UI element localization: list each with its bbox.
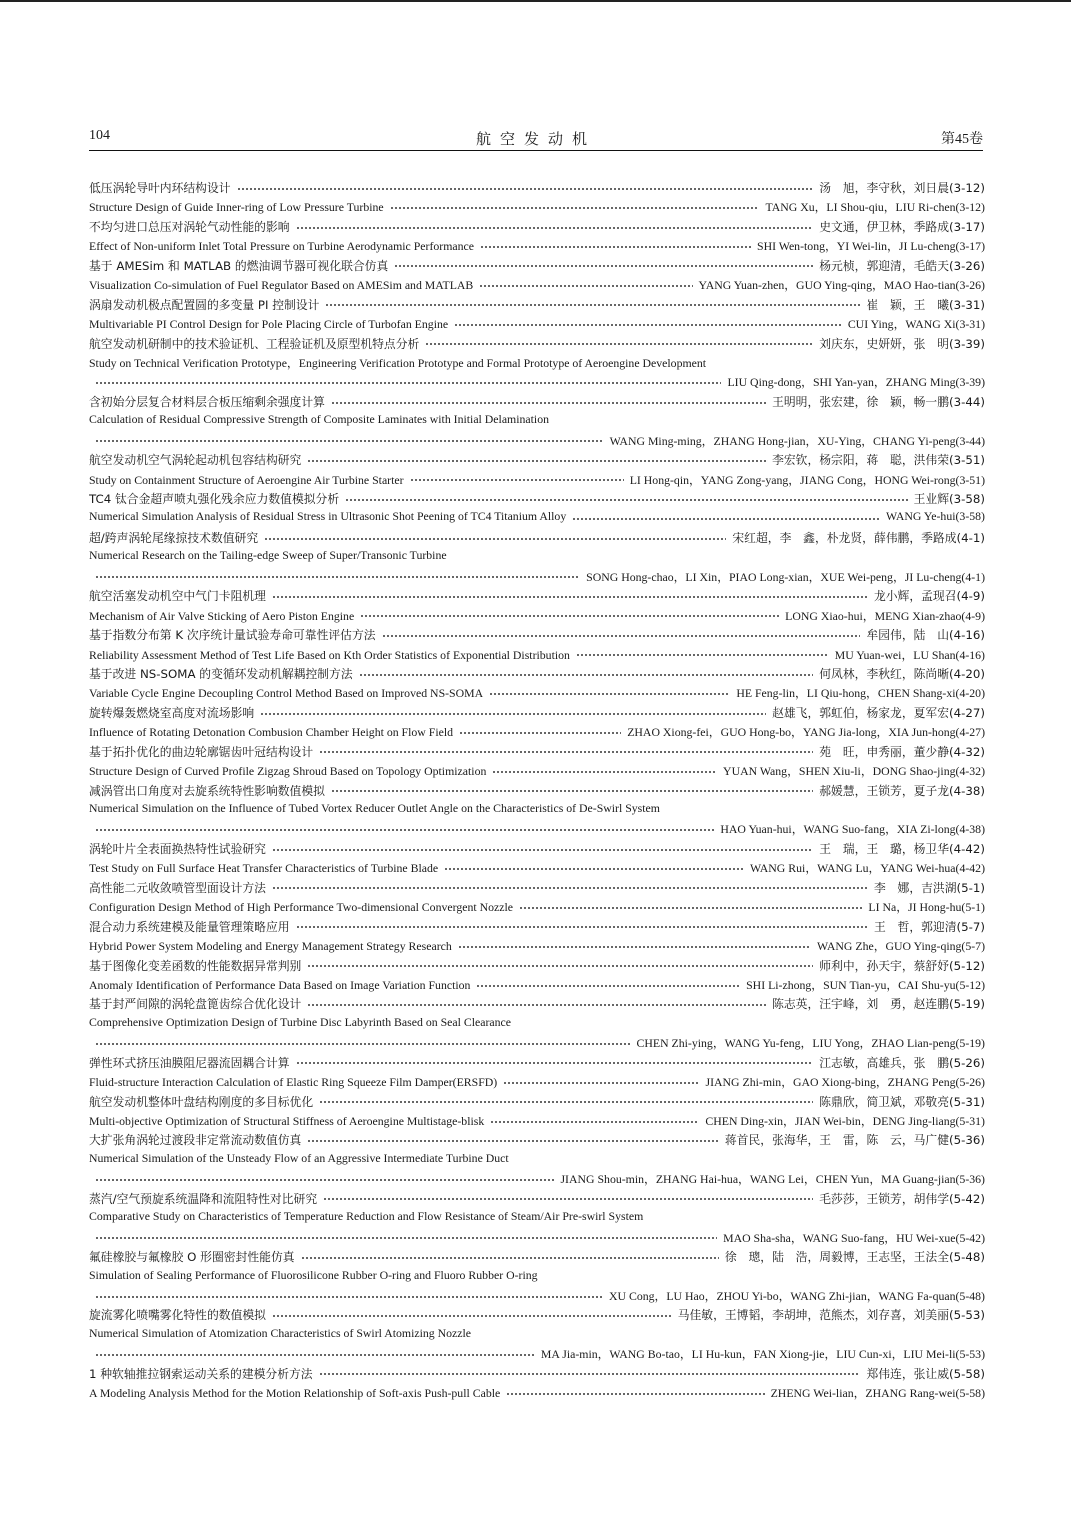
dot-leader [296,926,868,928]
dot-leader [95,440,604,442]
article-title-en: Study on Technical Verification Prototype，Engineering Verification Prototype and Formal Prototype of Aeroengine Development [89,355,707,370]
authors-and-page: 李宏钦，杨宗阳，蒋 聪，洪伟荣(3-51) [772,453,985,468]
dot-leader [95,576,580,578]
authors-and-page: MA Jia-min，WANG Bo-tao，LI Hu-kun，FAN Xiong-jie，LIU Cun-xi，LIU Mei-li(5-53) [540,1347,985,1362]
article-title-zh: 基于拓扑优化的曲边轮廓锯齿叶冠结构设计 [89,744,314,759]
authors-and-page: 龙小辉，孟现召(4-9) [873,589,985,604]
dot-leader [319,1101,813,1103]
article-title-en: Multivariable PI Control Design for Pole Placing Circle of Turbofan Engine [89,317,449,332]
volume-label: 第45卷 [941,132,983,147]
toc-entry-line [89,1306,985,1325]
article-title-en: Reliability Assessment Method of Test Life Based on Kth Order Statistics of Exponential Distribution [89,647,570,662]
dot-leader [345,499,907,501]
authors-and-page: 王 哲，郭迎清(5-7) [873,919,985,934]
authors-and-page: YANG Yuan-zhen，GUO Ying-qing，MAO Hao-tian(3-26) [698,278,985,293]
authors-and-page: XU Cong，LU Hao，ZHOU Yi-bo，WANG Zhi-jian，WANG Fa-quan(5-48) [608,1288,985,1303]
top-rule [0,0,1071,2]
toc-entry-line [89,976,985,995]
toc-entry-line [89,840,985,859]
toc-entry-line [89,801,985,820]
toc-entry-line [89,315,985,334]
dot-leader [272,887,868,889]
article-title-zh: 涡轮叶片全表面换热特性试验研究 [89,841,266,856]
article-title-en: Multi-objective Optimization of Structural Stiffness of Aeroengine Multistage-blisk [89,1114,485,1128]
toc-entry-line [89,762,985,781]
authors-and-page: HE Feng-lin，LI Qiu-hong，CHEN Shang-xi(4-20) [736,686,985,701]
toc-entry-line [89,548,985,567]
dot-leader [331,790,813,792]
article-title-en: Comprehensive Optimization Design of Turbine Disc Labyrinth Based on Seal Clearance [89,1014,511,1029]
toc-entry-line [89,1326,985,1345]
dot-leader [359,674,814,676]
toc-entry-line [89,995,985,1014]
authors-and-page: 王业辉(3-58) [913,492,985,506]
article-title-zh: 大扩张角涡轮过渡段非定常流动数值仿真 [89,1133,302,1148]
dot-leader [307,460,766,462]
toc-entry-line [89,1015,985,1034]
dot-leader [272,596,868,598]
dot-leader [307,965,813,967]
dot-leader [95,829,714,831]
authors-and-page: 汤 旭，李守秋，刘日晨(3-12) [819,181,985,195]
toc-entry-line [89,529,985,548]
toc-entry-line [89,276,985,295]
toc-entry-line [89,723,985,742]
dot-leader [476,985,740,987]
authors-and-page: SHI Li-zhong，SUN Tian-yu，CAI Shu-yu(5-12) [746,977,985,992]
authors-and-page: 郑伟连，张让威(5-58) [866,1366,985,1381]
article-title-zh: 航空发动机研制中的技术验证机、工程验证机及原型机特点分析 [89,336,420,351]
authors-and-page: 马佳敏，王博韬，李胡坤，范熊杰，刘存喜，刘美丽(5-53) [677,1308,985,1323]
authors-and-page: 何凤林，李秋红，陈尚晰(4-20) [819,666,985,681]
toc-entry-line [89,743,985,762]
toc-entry-line [89,820,985,839]
article-title-zh: 基于封严间隙的涡轮盘篦齿综合优化设计 [89,997,302,1012]
article-title-en: Numerical Simulation of Atomization Characteristics of Swirl Atomizing Nozzle [89,1325,472,1340]
authors-and-page: ZHAO Xiong-fei，GUO Hong-bo，YANG Jia-long，XIA Jun-hong(4-27) [627,725,985,740]
toc-entry-line [89,1268,985,1287]
authors-and-page: JIANG Zhi-min，GAO Xiong-bing，ZHANG Peng(5-26) [705,1075,985,1090]
dot-leader [325,304,860,306]
article-title-zh: 基于指数分布第 K 次序统计量试验寿命可靠性评估方法 [89,628,376,643]
toc-entry-line [89,335,985,354]
table-of-contents [89,179,985,1404]
dot-leader [576,654,829,656]
dot-leader [323,1198,813,1200]
toc-entry-line [89,1034,985,1053]
authors-and-page: LIU Qing-dong，SHI Yan-yan，ZHANG Ming(3-39) [727,375,985,390]
toc-entry-line [89,1229,985,1248]
toc-entry-line [89,237,985,256]
authors-and-page: 杨元桢，郭迎清，毛皓天(3-26) [819,258,985,273]
article-title-en: Structure Design of Curved Profile Zigzag Shroud Based on Topology Optimization [89,764,487,779]
dot-leader [382,635,861,637]
article-title-en: Structure Design of Guide Inner-ring of Low Pressure Turbine [89,200,384,215]
toc-entry-line [89,918,985,937]
article-title-en: Mechanism of Air Valve Sticking of Aero Piston Engine [89,608,355,623]
dot-leader [95,1179,554,1181]
authors-and-page: 王明明，张宏建，徐 颖，畅一鹏(3-44) [772,394,985,409]
dot-leader [95,1043,630,1045]
article-title-en: Configuration Design Method of High Performance Two-dimensional Convergent Nozzle [89,900,513,915]
toc-entry-line [89,451,985,470]
article-title-zh: 含初始分层复合材料层合板压缩剩余强度计算 [89,394,325,409]
toc-entry-line [89,626,985,645]
authors-and-page: 刘庆东，史妍妍，张 明(3-39) [819,336,985,351]
toc-entry-line [89,257,985,276]
authors-and-page: JIANG Shou-min，ZHANG Hai-hua，WANG Lei，CHEN Yun，MA Guang-jian(5-36) [560,1172,985,1187]
toc-entry-line [89,179,985,198]
dot-leader [506,1393,764,1395]
dot-leader [444,868,744,870]
article-title-en: Anomaly Identification of Performance Data Based on Image Variation Function [89,977,471,992]
toc-entry-line [89,1112,985,1131]
authors-and-page: MAO Sha-sha，WANG Suo-fang，HU Wei-xue(5-42) [723,1230,985,1245]
toc-entry-line [89,879,985,898]
journal-title: 航空发动机 [475,132,596,148]
dot-leader [95,382,721,384]
dot-leader [331,402,766,404]
authors-and-page: CHEN Ding-xin，JIAN Wei-bin，DENG Jing-liang(5-31) [705,1114,985,1128]
toc-entry-line [89,218,985,237]
toc-entry-line [89,1384,985,1403]
dot-leader [360,615,779,617]
article-title-en: Calculation of Residual Compressive Strength of Composite Laminates with Initial Delamination [89,412,549,427]
dot-leader [301,1257,719,1259]
article-title-zh: 基于改进 NS-SOMA 的变循环发动机解耦控制方法 [89,666,353,681]
authors-and-page: WANG Rui，WANG Lu，YANG Wei-hua(4-42) [749,861,985,876]
dot-leader [425,343,813,345]
article-title-zh: 不均匀进口总压对涡轮气动性能的影响 [89,219,290,234]
toc-entry-line [89,490,985,509]
article-title-zh: 氟硅橡胶与氟橡胶 O 形圈密封性能仿真 [89,1250,295,1265]
article-title-en: Variable Cycle Engine Decoupling Control Method Based on Improved NS-SOMA [89,686,484,701]
toc-entry-line [89,684,985,703]
authors-and-page: ZHENG Wei-lian，ZHANG Rang-wei(5-58) [770,1386,985,1401]
dot-leader [264,538,726,540]
toc-entry-line [89,1287,985,1306]
article-title-zh: 航空发动机空气涡轮起动机包容结构研究 [89,453,302,468]
article-title-en: Visualization Co-simulation of Fuel Regulator Based on AMESim and MATLAB [89,278,474,293]
toc-entry-line [89,1345,985,1364]
toc-entry-line [89,354,985,373]
toc-entry-line [89,937,985,956]
authors-and-page: 江志敏，高雄兵，张 鹏(5-26) [819,1055,985,1070]
toc-entry-line [89,1170,985,1189]
toc-entry-line [89,1209,985,1228]
dot-leader [489,693,730,695]
authors-and-page: MU Yuan-wei，LU Shan(4-16) [834,647,985,662]
toc-entry-line [89,859,985,878]
article-title-zh: 旋流雾化喷嘴雾化特性的数值模拟 [89,1308,266,1323]
article-title-zh: 航空发动机整体叶盘结构刚度的多目标优化 [89,1094,314,1109]
authors-and-page: 徐 璁，陆 浩，周毅博，王志坚，王法全(5-48) [724,1250,985,1265]
toc-entry-line [89,1365,985,1384]
dot-leader [272,849,813,851]
authors-and-page: CHEN Zhi-ying，WANG Yu-feng，LIU Yong，ZHAO Lian-peng(5-19) [636,1036,985,1051]
article-title-en: Comparative Study on Characteristics of Temperature Reduction and Flow Resistance of Steam/Air Pre-swirl System [89,1209,644,1224]
article-title-en: Test Study on Full Surface Heat Transfer Characteristics of Turbine Blade [89,861,439,876]
authors-and-page: TANG Xu，LI Shou-qiu，LIU Ri-chen(3-12) [765,200,985,215]
dot-leader [492,771,717,773]
dot-leader [307,1140,719,1142]
toc-entry-line [89,471,985,490]
authors-and-page: WANG Ming-ming，ZHANG Hong-jian，XU-Ying，CHANG Yi-peng(3-44) [609,433,985,448]
dot-leader [503,1082,699,1084]
authors-and-page: 郝媛慧，王锁芳，夏子龙(4-38) [819,783,985,798]
article-title-zh: 高性能二元收敛喷管型面设计方法 [89,880,266,895]
toc-entry-line [89,607,985,626]
toc-entry-line [89,432,985,451]
authors-and-page: 毛莎莎，王锁芳，胡伟学(5-42) [819,1191,985,1206]
toc-entry-line [89,1093,985,1112]
toc-entry-line [89,509,985,528]
dot-leader [272,1315,672,1317]
article-title-en: Numerical Simulation Analysis of Residual Stress in Ultrasonic Shot Peening of TC4 Titanium Alloy [89,509,567,524]
article-title-en: Fluid-structure Interaction Calculation of Elastic Ring Squeeze Film Damper(ERSFD) [89,1075,498,1090]
authors-and-page: 史文通，伊卫林，季路成(3-17) [819,219,985,234]
authors-and-page: 宋红超，李 鑫，朴龙贤，薛伟鹏，季路成(4-1) [732,530,985,545]
toc-entry-line [89,393,985,412]
toc-entry-line [89,198,985,217]
running-header [89,128,983,151]
dot-leader [319,1373,861,1375]
dot-leader [410,479,624,481]
article-title-zh: 超/跨声涡轮尾缘掠技术数值研究 [89,530,259,545]
article-title-zh: 旋转爆轰燃烧室高度对流场影响 [89,705,255,720]
authors-and-page: LI Na，JI Hong-hu(5-1) [868,900,985,915]
authors-and-page: CUI Ying，WANG Xi(3-31) [847,317,985,332]
authors-and-page: HAO Yuan-hui，WANG Suo-fang，XIA Zi-long(4-38) [720,822,985,837]
toc-entry-line [89,704,985,723]
dot-leader [394,265,813,267]
dot-leader [459,732,621,734]
article-title-zh: 减涡管出口角度对去旋系统特性影响数值模拟 [89,783,325,798]
dot-leader [296,1062,814,1064]
dot-leader [390,207,760,209]
article-title-en: Numerical Simulation on the Influence of Tubed Vortex Reducer Outlet Angle on the Characteristics of De-Swirl System [89,801,660,815]
toc-entry-line [89,1073,985,1092]
toc-entry-line [89,296,985,315]
dot-leader [95,1237,717,1239]
authors-and-page: YUAN Wang，SHEN Xiu-li，DONG Shao-jing(4-32) [723,764,985,779]
article-title-zh: 混合动力系统建模及能量管理策略应用 [89,919,290,934]
dot-leader [458,946,811,948]
toc-entry-line [89,568,985,587]
authors-and-page: LONG Xiao-hui，MENG Xian-zhao(4-9) [785,608,985,623]
dot-leader [490,1121,699,1123]
authors-and-page: 王 瑞，王 璐，杨卫华(4-42) [819,841,985,856]
dot-leader [296,227,814,229]
dot-leader [319,751,813,753]
authors-and-page: 陈鼎欣，简卫斌，邓敬亮(5-31) [819,1094,985,1109]
authors-and-page: 蒋首民，张海华，王 雷，陈 云，马广健(5-36) [724,1133,985,1148]
toc-entry-line [89,1248,985,1267]
toc-entry-line [89,646,985,665]
toc-entry-line [89,1190,985,1209]
article-title-zh: 弹性环式挤压油膜阻尼器流固耦合计算 [89,1055,290,1070]
page-number: 104 [89,128,110,143]
toc-entry-line [89,1054,985,1073]
toc-entry-line [89,957,985,976]
toc-entry-line [89,782,985,801]
article-title-en: Effect of Non-uniform Inlet Total Pressure on Turbine Aerodynamic Performance [89,239,474,254]
article-title-zh: 基于图像化变差函数的性能数据异常判别 [89,958,302,973]
article-title-zh: 航空活塞发动机空中气门卡阻机理 [89,589,266,604]
dot-leader [260,713,766,715]
toc-entry-line [89,412,985,431]
article-title-en: Numerical Research on the Tailing-edge Sweep of Super/Transonic Turbine [89,548,447,563]
authors-and-page: SHI Wen-tong，YI Wei-lin，JI Lu-cheng(3-17) [757,239,985,254]
toc-entry-line [89,898,985,917]
dot-leader [454,324,842,326]
dot-leader [479,285,692,287]
authors-and-page: 崔 颖，王 曦(3-31) [866,297,985,312]
article-title-en: Simulation of Sealing Performance of Fluorosilicone Rubber O-ring and Fluoro Rubber O-ring [89,1267,538,1282]
toc-entry-line [89,587,985,606]
article-title-zh: 基于 AMESim 和 MATLAB 的燃油调节器可视化联合仿真 [89,258,389,273]
article-title-en: Study on Containment Structure of Aeroengine Air Turbine Starter [89,472,404,487]
toc-entry-line [89,373,985,392]
article-title-zh: 1 种软轴推拉钢索运动关系的建模分析方法 [89,1366,313,1381]
authors-and-page: WANG Ye-hui(3-58) [886,509,985,524]
authors-and-page: 师利中，孙天宇，蔡舒妤(5-12) [819,958,985,973]
article-title-zh: 蒸汽/空气预旋系统温降和流阻特性对比研究 [89,1191,318,1206]
article-title-zh: TC4 钛合金超声喷丸强化残余应力数值模拟分析 [89,492,340,506]
dot-leader [237,188,814,190]
authors-and-page: 苑 旺，申秀丽，董少静(4-32) [819,744,985,759]
dot-leader [572,518,880,520]
dot-leader [480,246,751,248]
toc-entry-line [89,665,985,684]
article-title-en: Numerical Simulation of the Unsteady Flow of an Aggressive Intermediate Turbine Duct [89,1150,509,1165]
dot-leader [95,1354,535,1356]
authors-and-page: 陈志英，汪宇峰，刘 勇，赵连鹏(5-19) [772,997,985,1012]
authors-and-page: 赵雄飞，郭虹伯，杨家龙，夏军宏(4-27) [772,705,985,720]
article-title-zh: 涡扇发动机极点配置圆的多变量 PI 控制设计 [89,297,320,312]
article-title-en: A Modeling Analysis Method for the Motion Relationship of Soft-axis Push-pull Cable [89,1386,501,1401]
toc-entry-line [89,1131,985,1150]
article-title-zh: 低压涡轮导叶内环结构设计 [89,181,231,195]
article-title-en: Hybrid Power System Modeling and Energy Management Strategy Research [89,939,452,954]
authors-and-page: LI Hong-qin，YANG Zong-yang，JIANG Cong，HONG Wei-rong(3-51) [629,472,985,487]
authors-and-page: SONG Hong-chao，LI Xin，PIAO Long-xian，XUE Wei-peng，JI Lu-cheng(4-1) [586,569,985,584]
dot-leader [95,1296,603,1298]
authors-and-page: 李 娜，吉洪湖(5-1) [873,880,985,895]
authors-and-page: WANG Zhe，GUO Ying-qing(5-7) [817,939,985,954]
toc-entry-line [89,1151,985,1170]
dot-leader [307,1004,766,1006]
article-title-en: Influence of Rotating Detonation Combusion Chamber Height on Flow Field [89,725,454,740]
authors-and-page: 牟园伟，陆 山(4-16) [866,628,985,643]
dot-leader [519,907,862,909]
